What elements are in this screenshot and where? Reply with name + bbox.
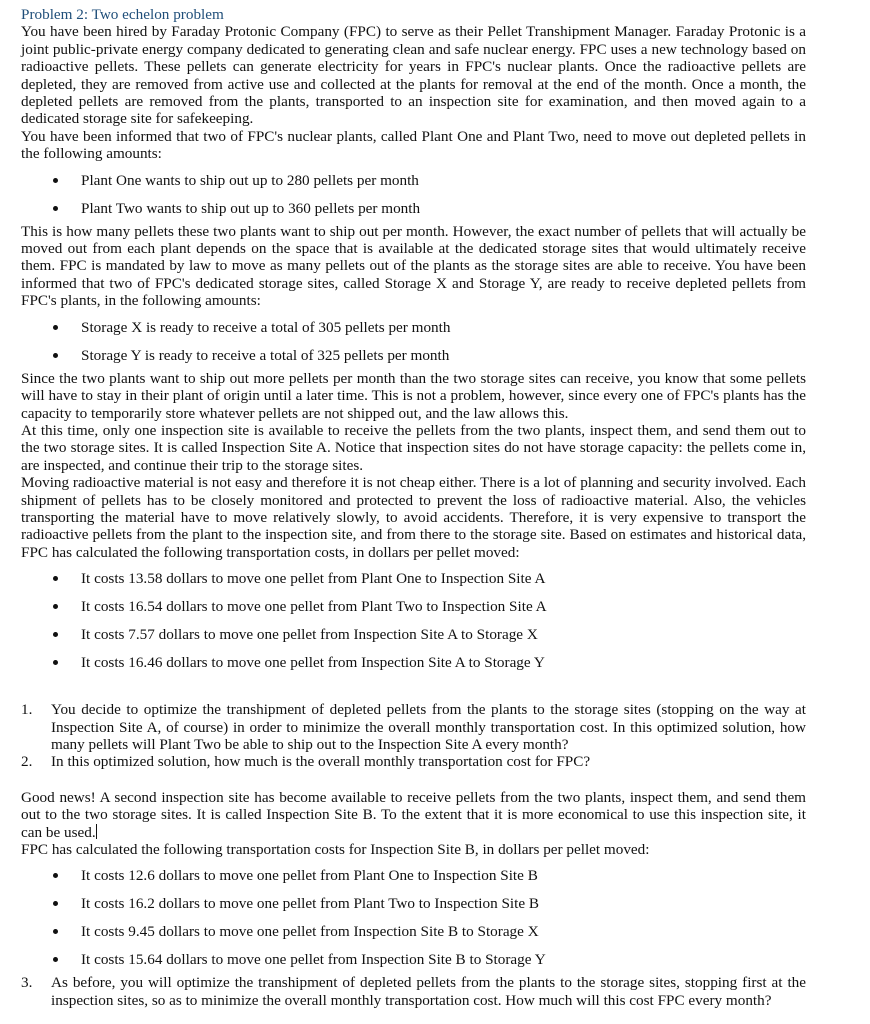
- list-item: Storage X is ready to receive a total of 305 pellets per month: [21, 314, 806, 342]
- middle-paragraph-1: Since the two plants want to ship out more pellets per month than the two storage sites can receive, you know that some pellets will have to stay in their plant of origin until a later time. This is not a problem, however, since every one of FPC's plants has the capacity to temporarily store whatever pellets are not shipped out, and the law allows this.: [21, 369, 806, 422]
- storage-intro-paragraph: This is how many pellets these two plants want to ship out per month. However, the exact number of pellets that will actually be moved out from each plant depends on the space that is available at the dedicated storage sites that would ultimately receive them. FPC is mandated by law to move as many pellets out of the plants as the storage sites are able to receive. You have been informed that two of FPC's dedicated storage sites, called Storage X and Storage Y, are ready to receive depleted pellets from FPC's plants, in the following amounts:: [21, 222, 806, 310]
- list-item: Plant One wants to ship out up to 280 pellets per month: [21, 167, 806, 195]
- bullet-icon: [53, 604, 58, 609]
- text-cursor: [96, 824, 97, 839]
- question-item: 1. You decide to optimize the transhipment of depleted pellets from the plants to the storage sites (stopping on the way at Inspection Site A, of course) in order to minimize the overall monthly transportation cost. In this optimized solution, how many pellets will Plant Two be able to ship out to the Inspection Site A every month?: [21, 701, 806, 753]
- bullet-icon: [53, 632, 58, 637]
- list-item: Storage Y is ready to receive a total of 325 pellets per month: [21, 342, 806, 370]
- document: [21, 6, 806, 1009]
- questions-list-1: [21, 701, 806, 771]
- intro-paragraph-2: You have been informed that two of FPC's nuclear plants, called Plant One and Plant Two, need to move out depleted pellets in the following amounts:: [21, 127, 806, 163]
- bullet-icon: [53, 576, 58, 581]
- intro-paragraph-1: You have been hired by Faraday Protonic Company (FPC) to serve as their Pellet Transhipment Manager. Faraday Protonic is a joint public-private energy company dedicated to generating clean and safe nuclear energy. FPC uses a new technology based on radioactive pellets. These pellets can generate electricity for years in FPC's nuclear plants. Once the radioactive pellets are depleted, they are removed from active use and collected at the plants for removal at the end of the month. Once a month, the depleted pellets are removed from the plants, transported to an inspection site for examination, and then moved again to a dedicated storage site for safekeeping.: [21, 23, 806, 128]
- list-item: It costs 16.46 dollars to move one pellet from Inspection Site A to Storage Y: [21, 649, 806, 677]
- bullet-icon: [53, 206, 58, 211]
- questions-list-2: [21, 974, 806, 1009]
- bullet-icon: [53, 957, 58, 962]
- list-item: It costs 12.6 dollars to move one pellet from Plant One to Inspection Site B: [21, 862, 806, 890]
- bullet-icon: [53, 178, 58, 183]
- costs-b-intro: FPC has calculated the following transportation costs for Inspection Site B, in dollars per pellet moved:: [21, 841, 650, 858]
- middle-paragraph-2: At this time, only one inspection site is available to receive the pellets from the two plants, inspect them, and send them out to the two storage sites. It is called Inspection Site A. Notice that inspection sites do not have storage capacity: the pellets come in, are inspected, and continue their trip to the storage sites.: [21, 421, 806, 474]
- bullet-icon: [53, 353, 58, 358]
- costs-a-list: [21, 565, 806, 677]
- bullet-icon: [53, 325, 58, 330]
- costs-b-list: [21, 862, 806, 974]
- bullet-icon: [53, 660, 58, 665]
- list-item: It costs 15.64 dollars to move one pellet from Inspection Site B to Storage Y: [21, 946, 806, 974]
- list-item: It costs 16.2 dollars to move one pellet from Plant Two to Inspection Site B: [21, 890, 806, 918]
- question-item: 2. In this optimized solution, how much is the overall monthly transportation cost for FPC?: [21, 753, 591, 771]
- middle-paragraph-3: Moving radioactive material is not easy and therefore it is not cheap either. There is a lot of planning and security involved. Each shipment of pellets has to be closely monitored and protected to prevent the loss of radioactive material. Also, the vehicles transporting the material have to move relatively slowly, to avoid accidents. Therefore, it is very expensive to transport the radioactive pellets from the plant to the inspection site, and from there to the storage site. Based on estimates and historical data, FPC has calculated the following transportation costs, in dollars per pellet moved:: [21, 474, 806, 561]
- bullet-icon: [53, 901, 58, 906]
- problem-title: Problem 2: Two echelon problem: [21, 6, 224, 23]
- bullet-icon: [53, 873, 58, 878]
- good-news-paragraph: Good news! A second inspection site has become available to receive pellets from the two plants, inspect them, and send them out to the two storage sites. It is called Inspection Site B. To the extent that it is more economical to use this inspection site, it can be used.: [21, 788, 806, 841]
- question-item: 3. As before, you will optimize the transhipment of depleted pellets from the plants to the storage sites, stopping first at the inspection sites, so as to minimize the overall monthly transportation cost. How much will this cost FPC every month?: [21, 974, 806, 1009]
- plants-list: [21, 167, 806, 223]
- storages-list: [21, 314, 806, 370]
- list-item: It costs 7.57 dollars to move one pellet from Inspection Site A to Storage X: [21, 621, 806, 649]
- list-item: It costs 9.45 dollars to move one pellet from Inspection Site B to Storage X: [21, 918, 806, 946]
- list-item: Plant Two wants to ship out up to 360 pellets per month: [21, 195, 806, 223]
- list-item: It costs 13.58 dollars to move one pellet from Plant One to Inspection Site A: [21, 565, 806, 593]
- list-item: It costs 16.54 dollars to move one pellet from Plant Two to Inspection Site A: [21, 593, 806, 621]
- bullet-icon: [53, 929, 58, 934]
